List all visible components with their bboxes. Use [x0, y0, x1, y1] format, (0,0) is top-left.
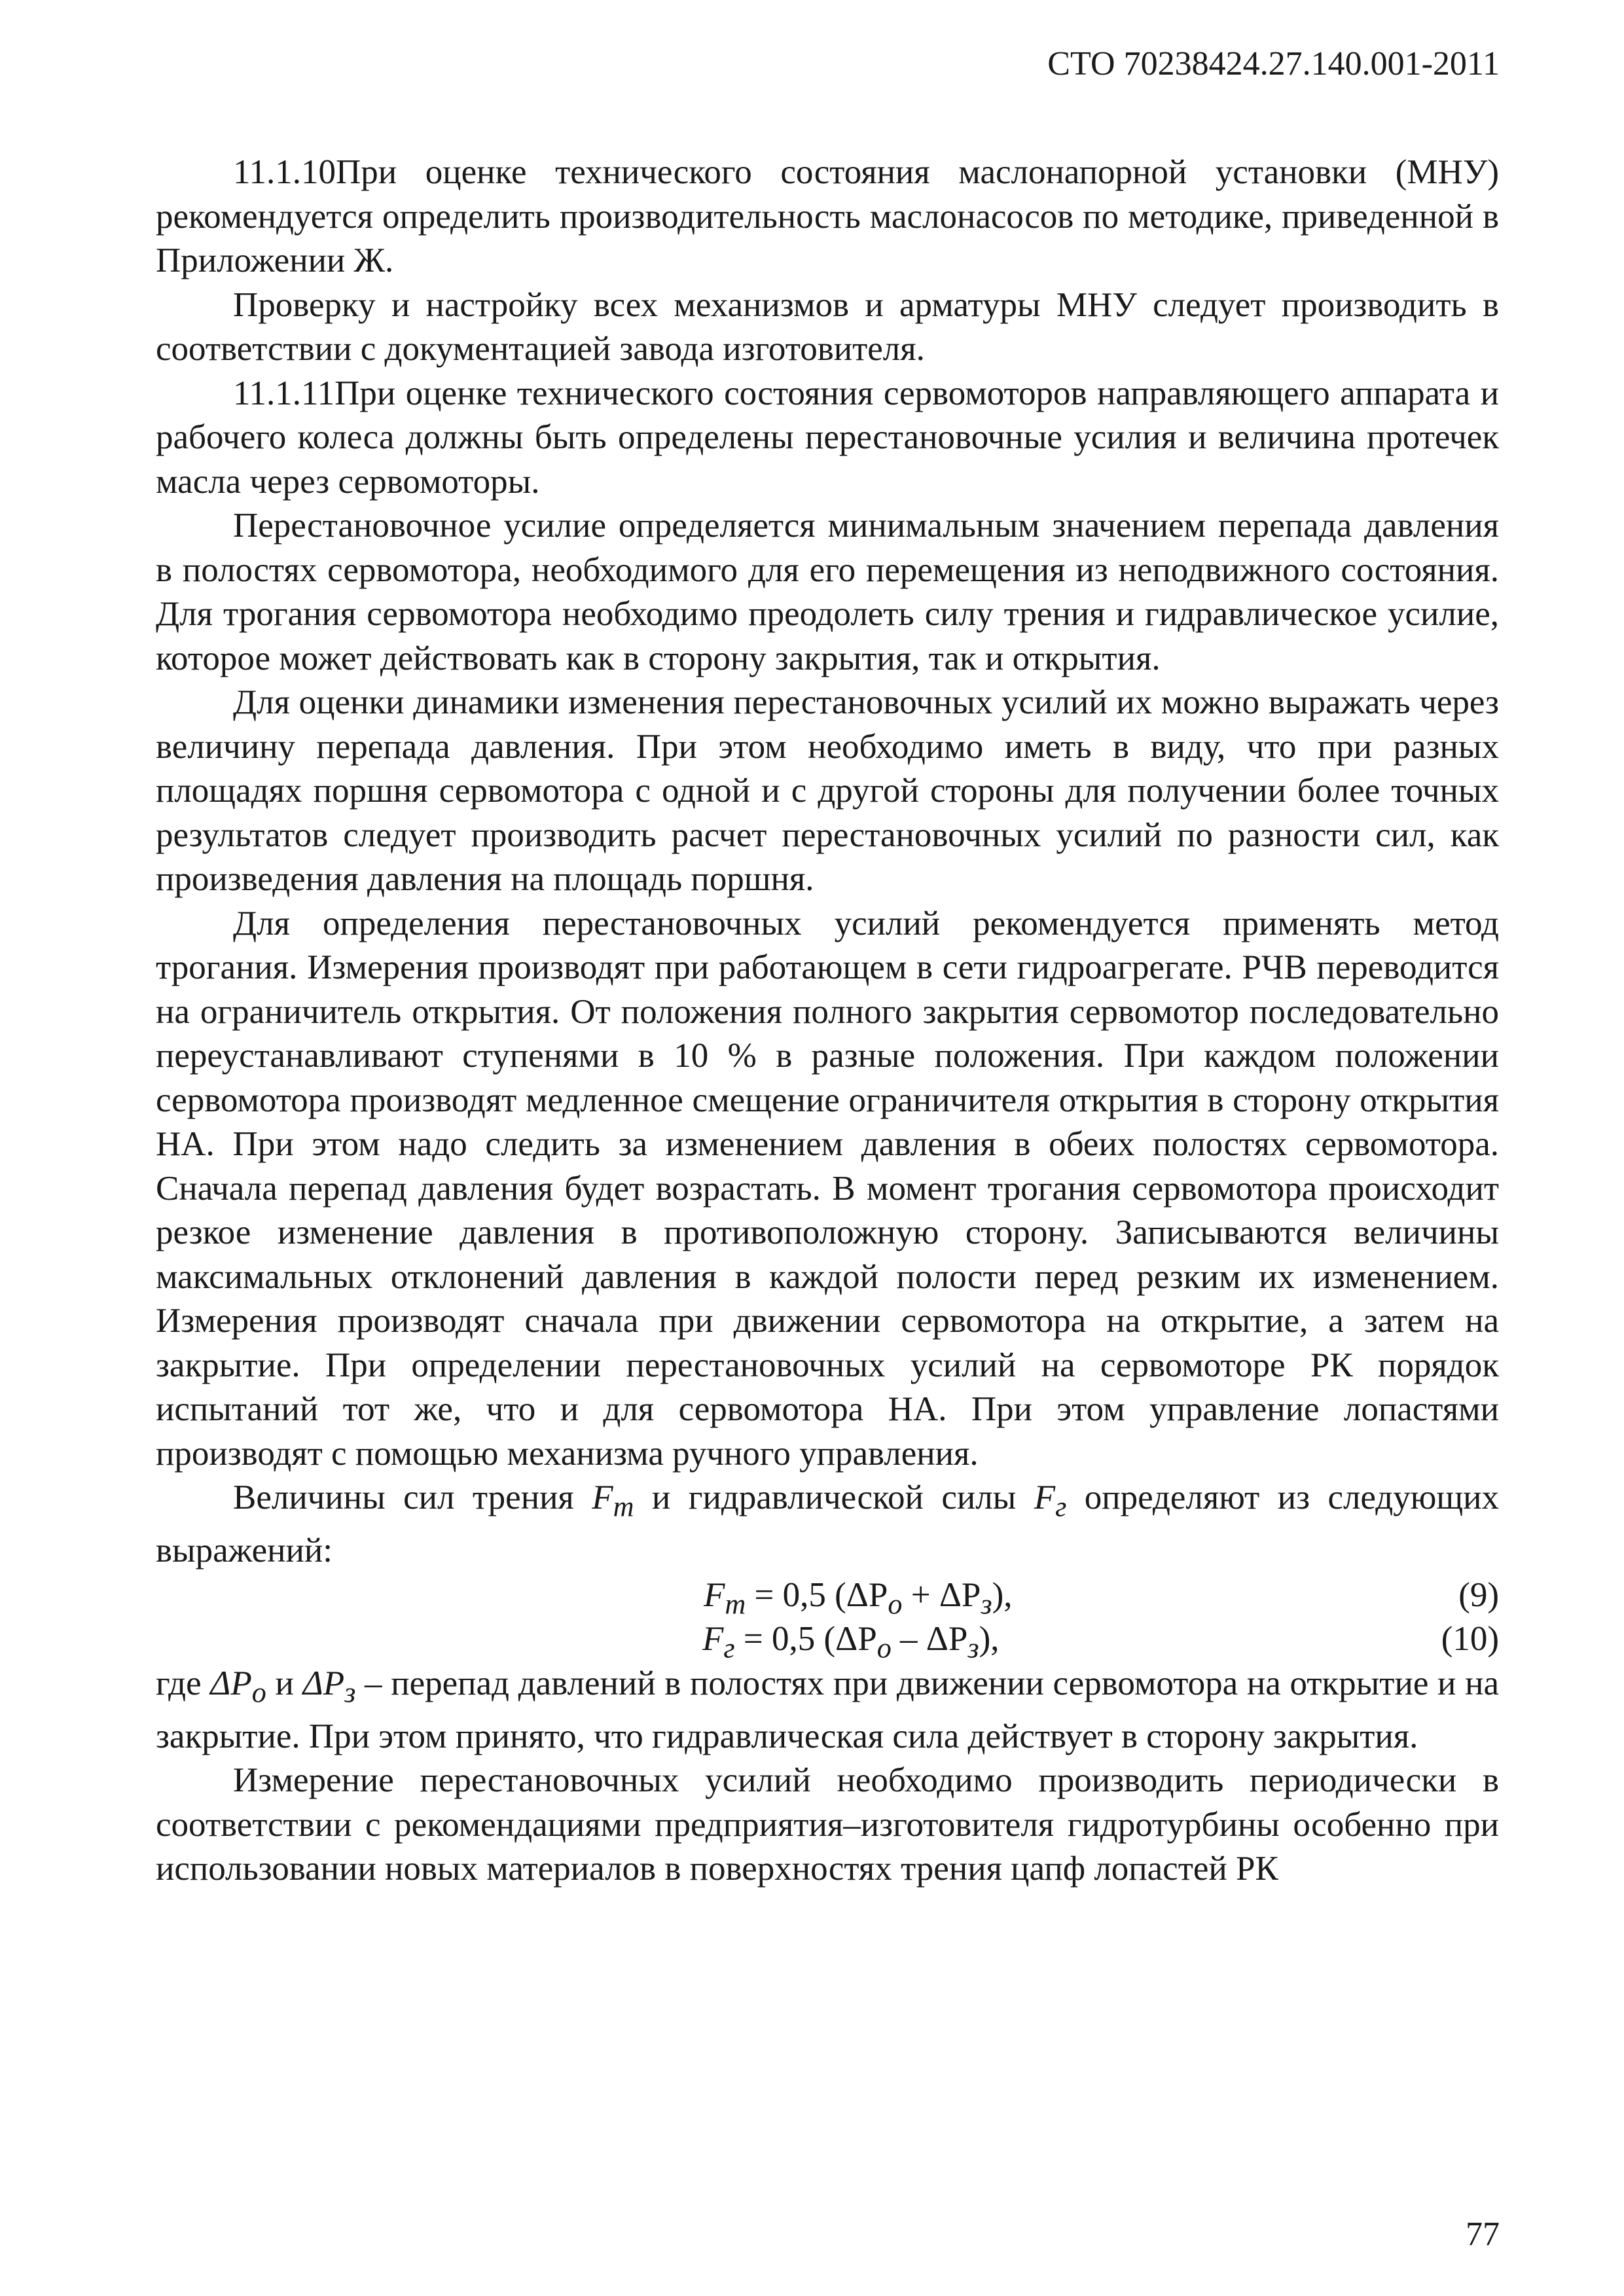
- paragraph-mnu-adjustment: Проверку и настройку всех механизмов и арматуры МНУ следует производить в соответствии с документацией завода изготовителя.: [156, 285, 1499, 368]
- paragraph-measurement-periodicity: Измерение перестановочных усилий необходимо производить периодически в соответствии с рекомендациями предприятия–изготовителя гидротурбины особенно при использовании новых материалов в поверхностях трения цапф лопастей РК: [156, 1761, 1499, 1888]
- page-content: [156, 151, 1499, 1892]
- formula-9-expression: $F_т = 0,5$ $(\Delta P_о + \Delta P_з)$,: [704, 1575, 1013, 1621]
- paragraph-where: где $\Delta P_о$ и $\Delta P_з$ – перепад давлений в полостях при движении сервомотора на открытие и на закрытие. При этом принято, что гидравлическая сила действует в сторону закрытия.: [156, 1664, 1499, 1755]
- paragraph-method: Для определения перестановочных усилий рекомендуется применять метод трогания. Измерения производят при работающем в сети гидроагрегате. РЧВ переводится на ограничитель открытия. От положения полного закрытия сервомотор последовательно переустанавливают ступенями в 10 % в разные положения. При каждом положении сервомотора производят медленное смещение ограничителя открытия в сторону открытия НА. При этом надо следить за изменением давления в обеих полостях сервомотора. Сначала перепад давления будет возрастать. В момент трогания сервомотора происходит резкое изменение давления в противоположную сторону. Записываются величины максимальных отклонений давления в каждой полости перед резким их изменением. Измерения производят сначала при движении сервомотора на открытие, а затем на закрытие. При определении перестановочных усилий на сервомоторе РК порядок испытаний тот же, что и для сервомотора НА. При этом управление лопастями производят с помощью механизма ручного управления.: [156, 904, 1499, 1473]
- document-code: СТО 70238424.27.140.001-2011: [1047, 45, 1500, 82]
- friction-force-symbol: $F_т$: [592, 1479, 634, 1523]
- formula-block: [156, 1573, 1499, 1662]
- paragraph-11-1-11: 11.1.11При оценке технического состояния сервомоторов направляющего аппарата и рабочего колеса должны быть определены перестановочные усилия и величина протечек масла через сервомоторы.: [156, 374, 1499, 501]
- page-number: 77: [1466, 2215, 1500, 2253]
- paragraph-dynamics: Для оценки динамики изменения перестановочных усилий их можно выражать через величину перепада давления. При этом необходимо иметь в виду, что при разных площадях поршня сервомотора с одной и с другой стороны для получении более точных результатов следует производить расчет перестановочных усилий по разности сил, как произведения давления на площадь поршня.: [156, 683, 1499, 898]
- formula-10: [156, 1617, 1499, 1662]
- paragraph-11-1-10: 11.1.10При оценке технического состояния маслонапорной установки (МНУ) рекомендуется определить производительность маслонасосов по методике, приведенной в Приложении Ж.: [156, 153, 1499, 279]
- formula-10-expression: $F_г = 0,5$ $(\Delta P_о - \Delta P_з)$,: [702, 1620, 1000, 1664]
- hydraulic-force-symbol: $F_г$: [1034, 1479, 1067, 1523]
- formula-9-number: (9): [1458, 1575, 1499, 1614]
- paragraph-shifting-force: Перестановочное усилие определяется минимальным значением перепада давления в полостях сервомотора, необходимого для его перемещения из неподвижного состояния. Для трогания сервомотора необходимо преодолеть силу трения и гидравлическое усилие, которое может действовать как в сторону закрытия, так и открытия.: [156, 507, 1499, 677]
- formula-9: [156, 1573, 1499, 1621]
- formula-10-number: (10): [1441, 1620, 1499, 1659]
- paragraph-forces: Величины сил трения $F_т$ и гидравлической силы $F_г$ определяют из следующих выражений:: [156, 1479, 1499, 1570]
